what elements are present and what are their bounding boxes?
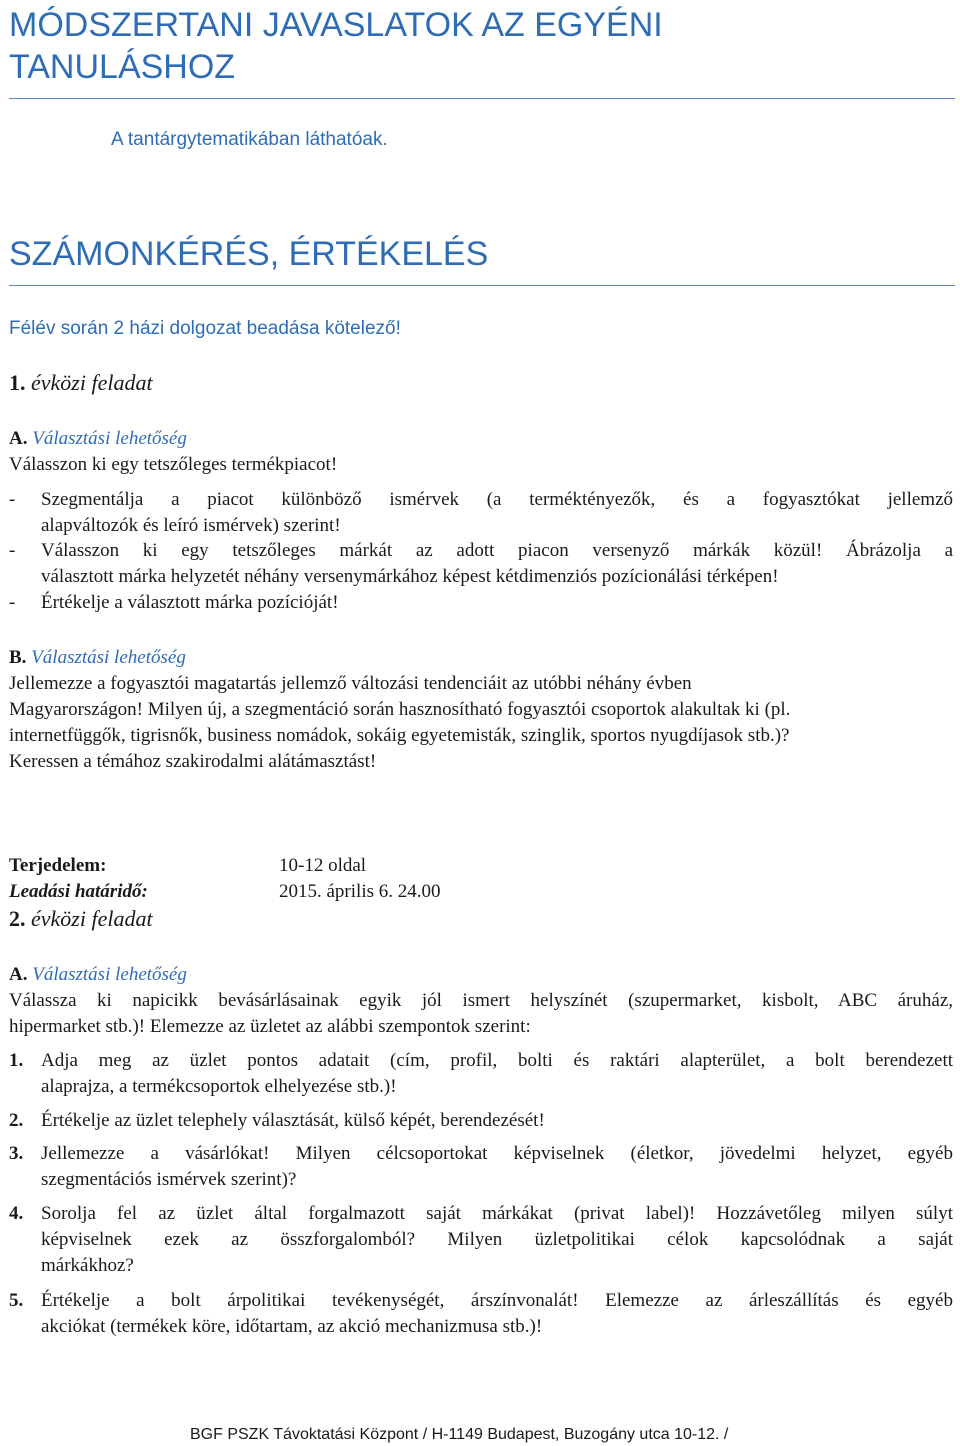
task1-deadline-label: Leadási határidő: — [9, 881, 148, 902]
task2-optionA-body: Válassza ki napicikk bevásárlásainak egyik jól ismert helyszínét (szupermarket, kisbolt, ABC áruház, hipermarket stb.)! Elemezze az üzletet az alábbi szempontok szerint: — [9, 990, 953, 1037]
section-rule — [9, 285, 955, 286]
task2-heading-text: évközi feladat — [31, 906, 153, 931]
section-rule — [9, 98, 955, 99]
task2-heading — [9, 906, 153, 932]
task1-optionB-label: B. Választási lehetőség — [9, 647, 186, 668]
page-footer: BGF PSZK Távoktatási Központ / H-1149 Budapest, Buzogány utca 10-12. / — [190, 1426, 729, 1443]
task1-optionA-intro: Válasszon ki egy tetszőleges termékpiacot! — [9, 454, 338, 475]
task1-heading-text: évközi feladat — [31, 370, 153, 395]
section-title-assessment: SZÁMONKÉRÉS, ÉRTÉKELÉS — [9, 235, 489, 273]
task2-heading-num: 2. — [9, 906, 26, 931]
section-title-line-1: MÓDSZERTANI JAVASLATOK AZ EGYÉNI — [9, 6, 663, 44]
task1-scope-label: Terjedelem: — [9, 855, 107, 876]
task1-heading — [9, 370, 153, 396]
methodology-body: A tantárgytematikában láthatóak. — [111, 129, 388, 150]
task1-scope-value: 10-12 oldal — [279, 855, 367, 876]
task1-deadline-value: 2015. április 6. 24.00 — [279, 881, 441, 902]
task1-optionA-label: A. Választási lehetőség — [9, 428, 187, 449]
section-title-methodology — [9, 4, 909, 88]
assessment-intro: Félév során 2 házi dolgozat beadása kötelező! — [9, 318, 401, 339]
task2-optionA-label: A. Választási lehetőség — [9, 964, 187, 985]
document-page: MÓDSZERTANI JAVASLATOK AZ EGYÉNI TANULÁSHOZ A tantárgytematikában láthatóak. SZÁMONKÉRÉS, ÉRTÉKELÉS Félév során 2 házi dolgozat beadása kötelező! 1. évközi feladat A. Választási lehetőség Válasszon ki egy tetszőleges termékpiacot! - Szegmentálja a piacot különböző ismérvek (a terméktényezők, és a fogyasztókat jellemző alapváltozók és leíró ismérvek) szerint! - Válasszon ki egy tetszőleges márkát az adott piacon versenyző márkák közül! Ábrázolja a választott márka helyzetét néhány versenymárkához képest kétdimenziós pozícionálási térképen! - Értékelje a választott márka pozícióját! B. Választási lehetőség Jellemezze a fogyasztói magatartás jellemző változási tendenciáit az utóbbi néhány évben Magyarországon! Milyen új, a szegmentáció során hasznosítható fogyasztói csoportok alakultak ki (pl. internetfüggők, tigrisnők, business nomádok, sokáig egyetemisták, szinglik, sportos nyugdíjasok stb.)? Keressen a témához szakirodalmi alátámasztást! Terjedelem: 10-12 oldal Leadási határidő: 2015. április 6. 24.00 2. évközi feladat A. Választási lehetőség Válassza ki napicikk bevásárlásainak egyik jól ismert helyszínét (szupermarket, kisbolt, ABC áruház, hipermarket stb.)! Elemezze az üzletet az alábbi szempontok szerint: 1. Adja meg az üzlet pontos adatait (cím, profil, bolti és raktári alapterület, a bolt berendezett alaprajza, a termékcsoportok elhelyezése stb.)! 2. Értékelje az üzlet telephely választását, külső képét, berendezését! 3. Jellemezze a vásárlókat! Milyen célcsoportokat képviselnek (életkor, jövedelmi helyzet, egyéb szegmentációs ismérvek szerint)? 4. Sorolja fel az üzlet által forgalmazott saját márkákat (privat label)! Hozzávetőleg milyen súlyt képviselnek ezek az összforgalomból? Milyen üzletpolitikai célok kapcsolódnak a saját márkákhoz? 5. Értékelje a bolt árpolitikai tevékenységét, árszínvonalát! Elemezze az árleszállítás és egyéb akciókat (termékek köre, időtartam, az akció mechanizmusa stb.)! BGF PSZK Távoktatási Központ / H-1149 Budapest, Buzogány utca 10-12. / — [9, 6, 953, 1443]
task1-heading-num: 1. — [9, 370, 26, 395]
section-title-line-2: TANULÁSHOZ — [9, 48, 236, 86]
task1-optionB-body: Jellemezze a fogyasztói magatartás jellemző változási tendenciáit az utóbbi néhány évben Magyarországon! Milyen új, a szegmentáció során hasznosítható fogyasztói csoportok alakultak ki (pl. internetfüggők, tigrisnők, business nomádok, sokáig egyetemisták, szinglik, sportos nyugdíjasok stb.)? Keressen a témához szakirodalmi alátámasztást! — [9, 673, 791, 772]
